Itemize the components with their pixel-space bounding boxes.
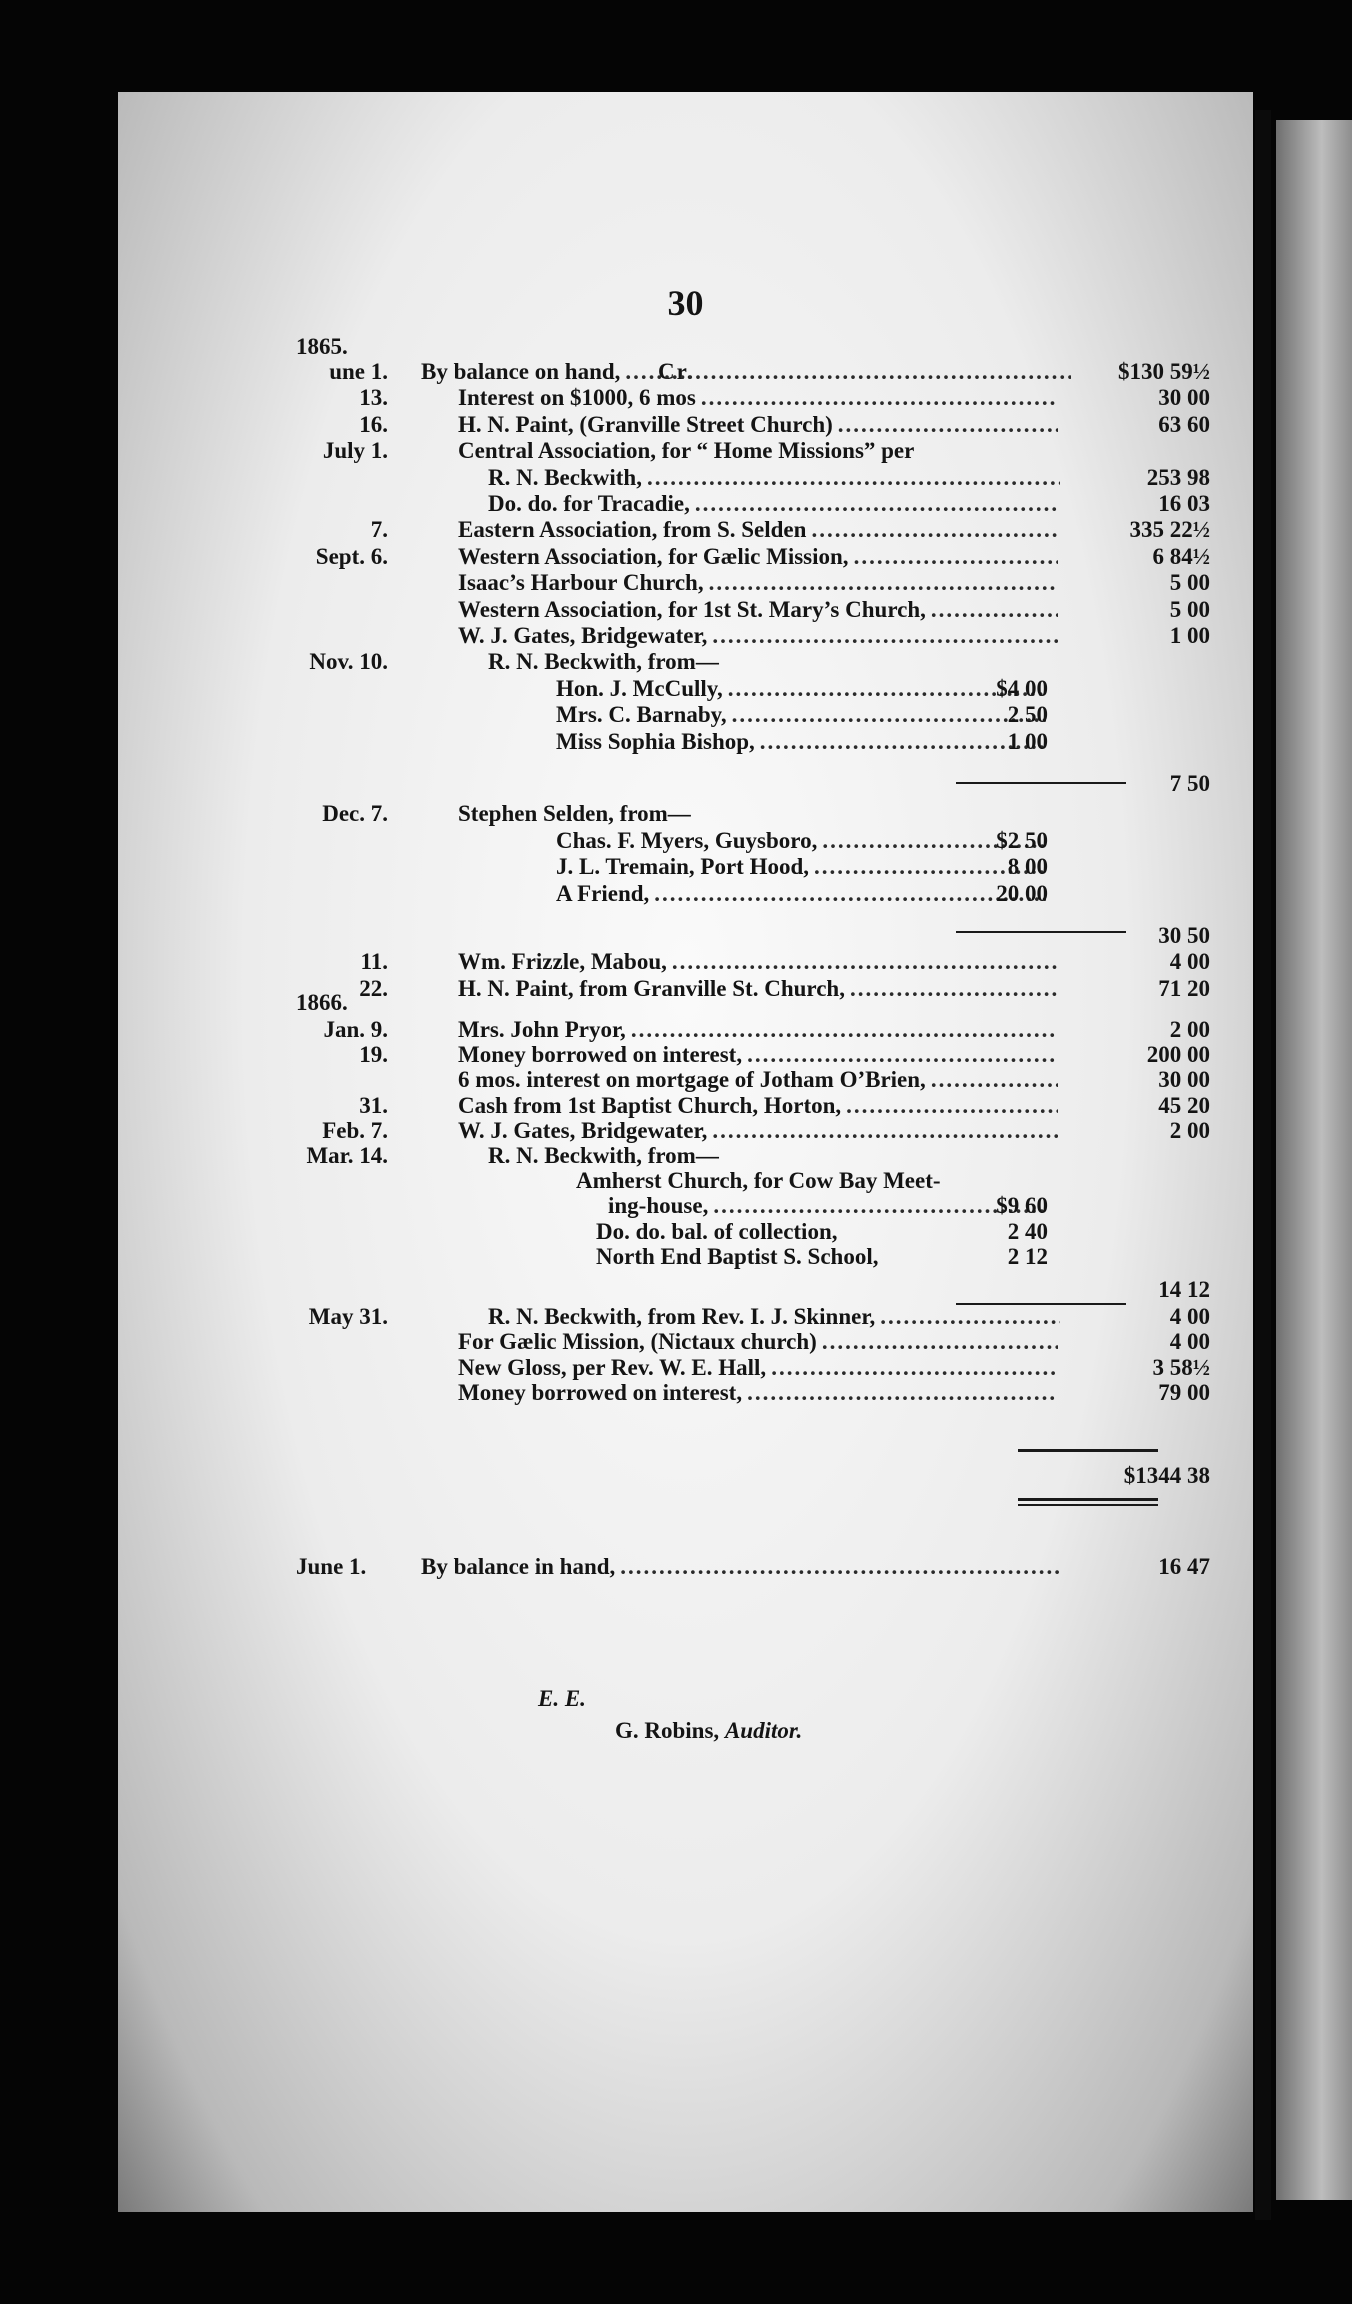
entry-date: 31. (359, 1092, 388, 1118)
entry-amount: 30 00 (1158, 385, 1210, 411)
entry-amount: 5 00 (1169, 596, 1210, 622)
ledger-row (118, 1066, 1253, 1094)
entry-description: Amherst Church, for Cow Bay Meet- (576, 1168, 941, 1194)
entry-amount: 7 50 (1169, 771, 1210, 796)
ledger-row (118, 1142, 1253, 1170)
ledger-row (118, 827, 1253, 855)
entry-description: Mrs. John Pryor, (458, 1017, 626, 1042)
credit-heading: Cr. (658, 359, 695, 384)
ledger-row (118, 922, 1253, 950)
ledger-row (118, 701, 1253, 729)
auditor-signature (615, 1718, 802, 1744)
ledger-row (118, 1117, 1253, 1145)
entry-description: By balance in hand, (421, 1554, 616, 1579)
ledger-row (118, 1167, 1253, 1195)
year-heading-1865: 1865. (296, 334, 348, 359)
ledger-row (118, 1218, 1253, 1246)
entry-amount: 6 84½ (1152, 543, 1210, 569)
entry-date: Jan. 9. (323, 1017, 388, 1042)
ledger-row (118, 1041, 1253, 1069)
entry-date: une 1. (329, 359, 388, 384)
ledger-row (118, 1303, 1253, 1331)
ledger-row (118, 1379, 1253, 1407)
entry-date: Dec. 7. (322, 801, 388, 827)
entry-amount: 16 47 (1158, 1554, 1210, 1579)
entry-amount: 79 00 (1158, 1379, 1210, 1405)
ledger-row (118, 622, 1253, 650)
ledger-row (118, 1276, 1253, 1304)
entry-description: Money borrowed on interest, (458, 1379, 743, 1405)
entry-description: Eastern Association, from S. Selden (458, 517, 807, 543)
entry-amount: 253 98 (1146, 464, 1210, 490)
ledger-row (118, 437, 1253, 465)
ledger-row (118, 1192, 1253, 1220)
total-amount: $1344 38 (1123, 1463, 1210, 1488)
entry-description: Hon. J. McCully, (556, 675, 723, 701)
entry-date: 13. (359, 385, 388, 411)
ledger-row (118, 464, 1253, 492)
entry-description: W. J. Gates, Bridgewater, (458, 623, 708, 648)
entry-date: Sept. 6. (315, 543, 388, 569)
entry-amount: 16 03 (1158, 491, 1210, 516)
entry-description: By balance on hand, (421, 359, 621, 384)
ledger-row (118, 1354, 1253, 1382)
entry-description: New Gloss, per Rev. W. E. Hall, (458, 1354, 767, 1380)
entry-description: Cash from 1st Baptist Church, Horton, (458, 1092, 842, 1118)
ledger-row (118, 770, 1253, 798)
entry-description: R. N. Beckwith, from Rev. I. J. Skinner, (488, 1304, 876, 1330)
entry-description: Do. do. for Tracadie, (488, 491, 690, 516)
entry-amount: 1 00 (1169, 623, 1210, 648)
entry-subamount: $2 50 (996, 827, 1048, 853)
entry-date: 19. (359, 1042, 388, 1068)
ledger-row (118, 596, 1253, 624)
entry-description: H. N. Paint, from Granville St. Church, (458, 975, 845, 1001)
ledger-row (118, 358, 1253, 386)
entry-amount: 2 00 (1169, 1017, 1210, 1042)
entry-description: R. N. Beckwith, from— (488, 1143, 719, 1168)
entry-date: 22. (359, 975, 388, 1001)
ledger-row (118, 975, 1253, 1003)
ledger-row (118, 490, 1253, 518)
entry-date: July 1. (322, 438, 388, 464)
auditor-role: Auditor. (724, 1718, 803, 1743)
entry-description: 6 mos. interest on mortgage of Jotham O’Brien, (458, 1067, 926, 1093)
entry-amount: 4 00 (1169, 1329, 1210, 1355)
entry-date: Feb. 7. (322, 1117, 388, 1143)
entry-amount: 200 00 (1146, 1042, 1210, 1068)
total-rule-top (1018, 1449, 1158, 1452)
ledger-row (118, 569, 1253, 597)
entry-amount: 45 20 (1158, 1092, 1210, 1118)
entry-amount: 30 50 (1158, 923, 1210, 948)
entry-subamount: 2 50 (1007, 702, 1048, 728)
ledger-row (118, 853, 1253, 881)
entry-subamount: $4 00 (996, 675, 1048, 701)
entry-date: 16. (359, 411, 388, 437)
ledger-row (118, 1243, 1253, 1271)
entry-description: Money borrowed on interest, (458, 1042, 743, 1068)
ledger-row (118, 1092, 1253, 1120)
entry-description: Interest on $1000, 6 mos (458, 385, 696, 411)
ledger-row (118, 1016, 1253, 1044)
entry-description: A Friend, (556, 880, 650, 906)
entry-amount: 5 00 (1169, 570, 1210, 596)
entry-description: H. N. Paint, (Granville Street Church) (458, 411, 833, 437)
ledger-row (118, 675, 1253, 703)
ledger-row (118, 800, 1253, 828)
entry-subamount: $9 60 (996, 1193, 1048, 1219)
entry-subamount: 2 40 (1007, 1218, 1048, 1244)
entry-amount: 335 22½ (1129, 517, 1210, 543)
entry-date: June 1. (296, 1554, 367, 1579)
closing-row (118, 1553, 1253, 1581)
errors-excepted: E. E. (538, 1686, 586, 1711)
ledger-row (118, 728, 1253, 756)
ledger-row (118, 880, 1253, 908)
entry-description: Western Association, for Gælic Mission, (458, 543, 849, 569)
entry-description: Western Association, for 1st St. Mary’s Church, (458, 596, 926, 622)
entry-description: Central Association, for “ Home Missions” per (458, 438, 915, 464)
facing-page-edge (1276, 120, 1352, 2200)
entry-description: J. L. Tremain, Port Hood, (556, 854, 809, 880)
ledger-row (118, 543, 1253, 571)
entry-description: Isaac’s Harbour Church, (458, 570, 704, 596)
auditor-name: G. Robins, (615, 1718, 720, 1743)
entry-date: 7. (370, 517, 388, 543)
page-number: 30 (667, 283, 704, 323)
entry-description: Do. do. bal. of collection, (596, 1218, 838, 1244)
total-rule-bottom-2 (1018, 1504, 1158, 1506)
entry-subamount: 8 00 (1007, 854, 1048, 880)
entry-amount: 4 00 (1169, 1304, 1210, 1330)
entry-description: Stephen Selden, from— (458, 801, 691, 827)
entry-description: Miss Sophia Bishop, (556, 728, 755, 754)
subtotal-rule (956, 782, 1126, 784)
entry-amount: 2 00 (1169, 1117, 1210, 1143)
entry-amount: 30 00 (1158, 1067, 1210, 1093)
entry-amount: 71 20 (1158, 975, 1210, 1001)
ledger-row (118, 384, 1253, 412)
entry-subamount: 2 12 (1007, 1243, 1048, 1269)
entry-subamount: 20 00 (996, 880, 1048, 906)
entry-subamount: 1 00 (1007, 728, 1048, 754)
total-rule-bottom (1018, 1498, 1158, 1501)
ledger-row (118, 1328, 1253, 1356)
ledger-page (118, 92, 1253, 2212)
entry-description: W. J. Gates, Bridgewater, (458, 1117, 708, 1143)
ledger-row (118, 948, 1253, 976)
entry-amount: $130 59½ (1118, 359, 1210, 384)
entry-description: Chas. F. Myers, Guysboro, (556, 827, 818, 853)
entry-description: R. N. Beckwith, from— (488, 649, 719, 675)
entry-description: Mrs. C. Barnaby, (556, 702, 727, 728)
entry-amount: 63 60 (1158, 411, 1210, 437)
subtotal-rule (956, 1303, 1126, 1305)
ledger-row (118, 411, 1253, 439)
book-spine (1255, 110, 1271, 2220)
entry-amount: 4 00 (1169, 949, 1210, 975)
entry-description: North End Baptist S. School, (596, 1243, 879, 1269)
ledger-row (118, 516, 1253, 544)
entry-description: For Gælic Mission, (Nictaux church) (458, 1329, 817, 1355)
entry-date: Mar. 14. (306, 1143, 388, 1168)
entry-date: May 31. (308, 1304, 388, 1330)
entry-date: Nov. 10. (309, 649, 388, 675)
total-row (118, 1462, 1253, 1490)
entry-date: 11. (360, 949, 388, 975)
entry-amount: 14 12 (1158, 1277, 1210, 1302)
year-heading-1866: 1866. (296, 990, 348, 1015)
entry-description: ing-house, (608, 1193, 709, 1219)
entry-description: R. N. Beckwith, (488, 464, 642, 490)
entry-amount: 3 58½ (1152, 1354, 1210, 1380)
subtotal-rule (956, 931, 1126, 933)
ledger-row (118, 648, 1253, 676)
entry-description: Wm. Frizzle, Mabou, (458, 949, 667, 975)
